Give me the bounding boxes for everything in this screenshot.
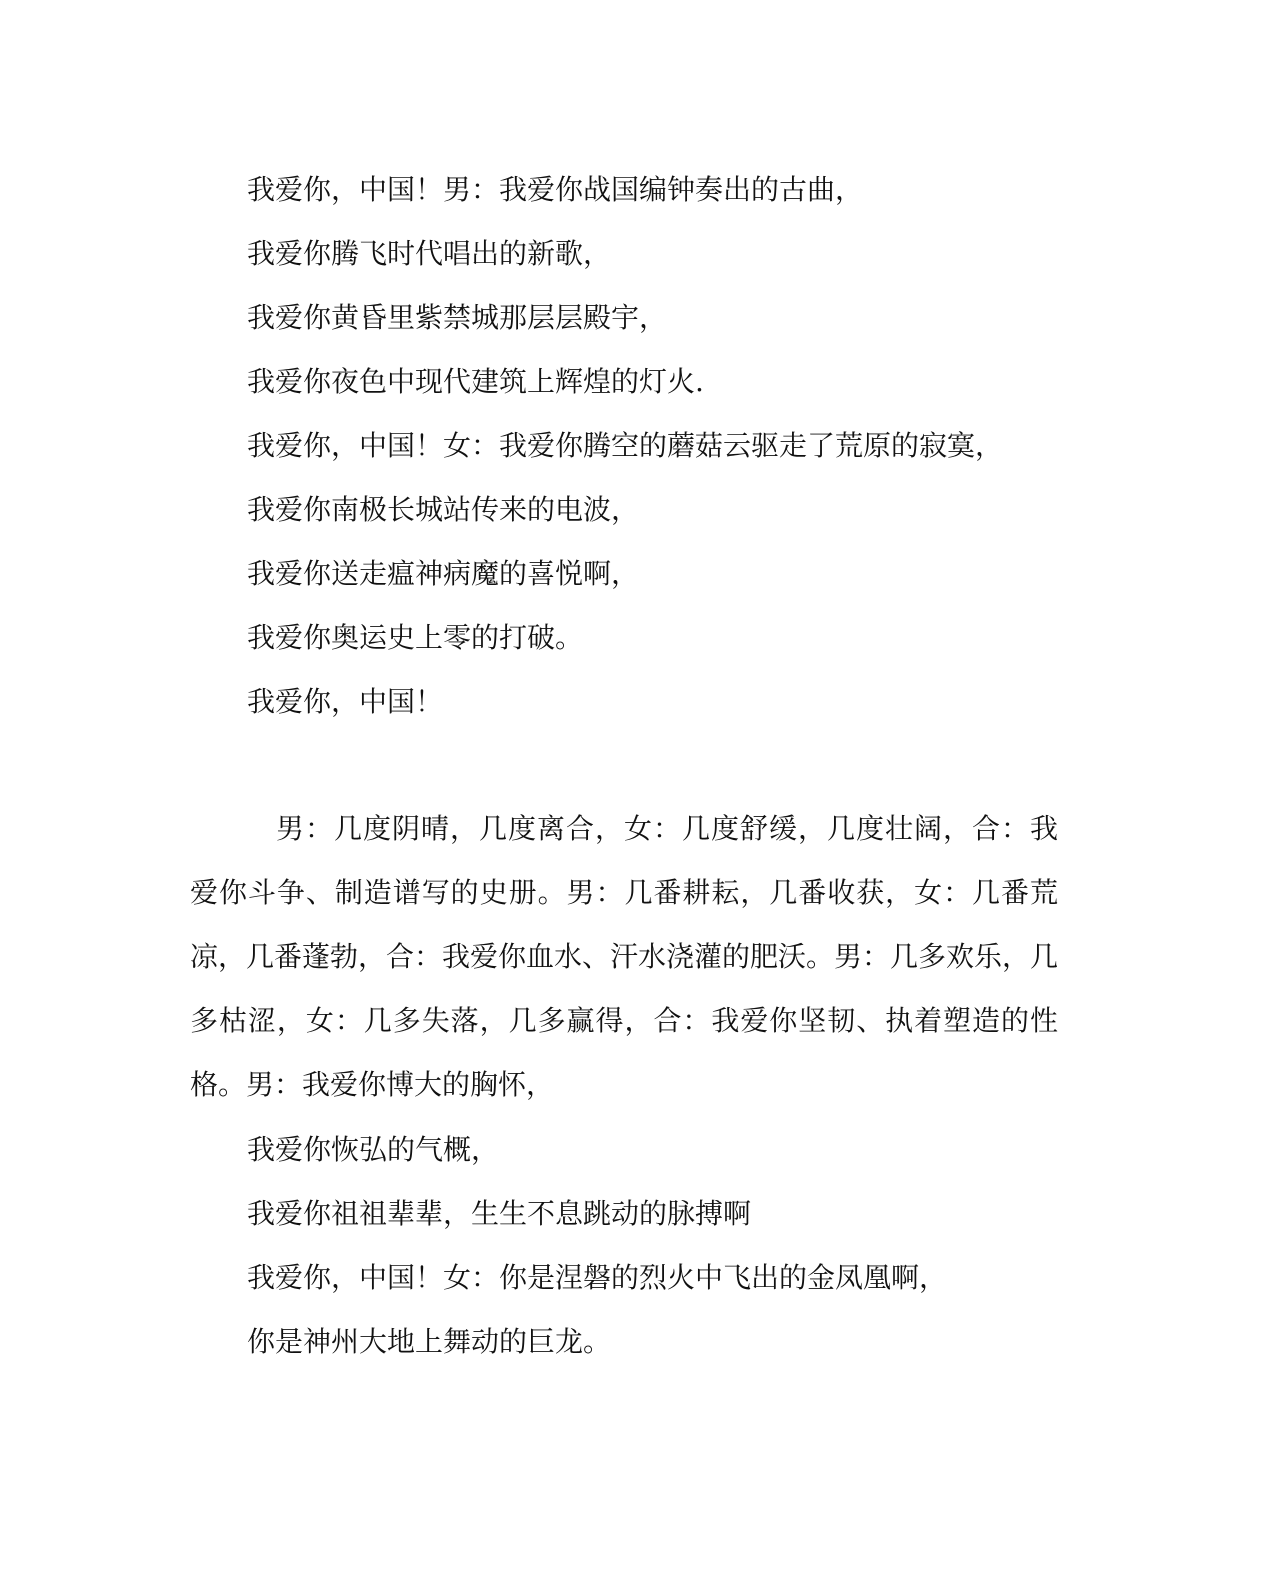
poem-line: 我爱你夜色中现代建筑上辉煌的灯火. [247, 365, 704, 398]
poem-line: 我爱你恢弘的气概， [247, 1133, 500, 1166]
poem-line: 我爱你，中国！女：你是涅磐的烈火中飞出的金凤凰啊， [247, 1261, 948, 1294]
poem-line: 我爱你祖祖辈辈，生生不息跳动的脉搏啊 [247, 1197, 752, 1230]
poem-line: 我爱你，中国！女：我爱你腾空的蘑菇云驱走了荒原的寂寞， [247, 429, 1004, 462]
poem-line: 我爱你腾飞时代唱出的新歌， [247, 237, 612, 270]
poem-line: 我爱你奥运史上零的打破。 [247, 621, 584, 654]
poem-line: 我爱你，中国！男：我爱你战国编钟奏出的古曲， [247, 173, 864, 206]
poem-paragraph: 男：几度阴晴，几度离合，女：几度舒缓，几度壮阔，合：我爱你斗争、制造谱写的史册。男：几番耕耘，几番收获，女：几番荒凉，几番蓬勃，合：我爱你血水、汗水浇灌的肥沃。男：几多欢乐，几多枯涩，女：几多失落，几多赢得，合：我爱你坚韧、执着塑造的性格。男：我爱你博大的胸怀， [190, 812, 1059, 1101]
poem-line: 我爱你，中国！ [247, 685, 444, 718]
poem-line: 我爱你南极长城站传来的电波， [247, 493, 640, 526]
poem-line: 我爱你黄昏里紫禁城那层层殿宇， [247, 301, 668, 334]
poem-line: 你是神州大地上舞动的巨龙。 [247, 1325, 612, 1358]
poem-line: 我爱你送走瘟神病魔的喜悦啊， [247, 557, 640, 590]
